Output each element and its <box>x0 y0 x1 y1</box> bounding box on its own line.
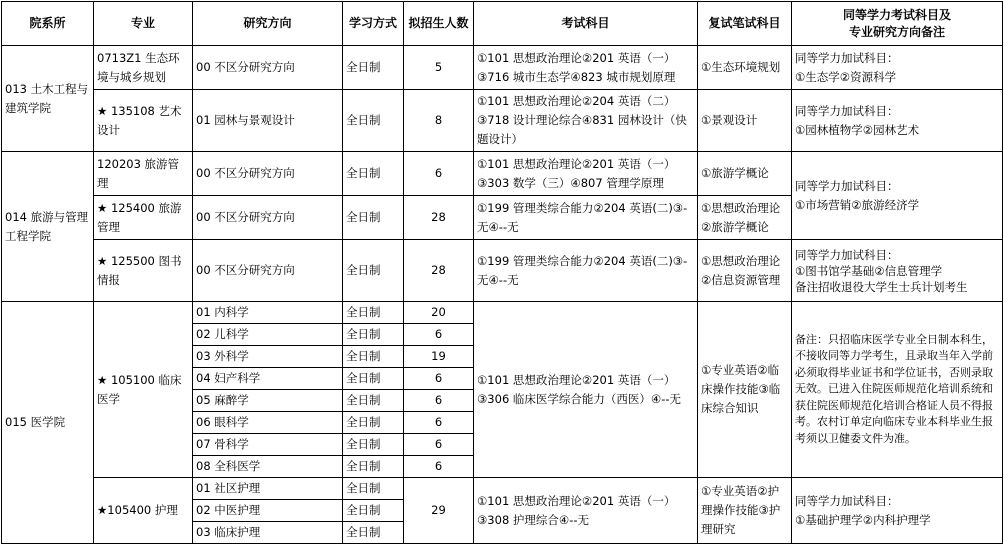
quota-cell: 6 <box>404 412 474 434</box>
retest-cell: ①专业英语②临床操作技能③临床综合知识 <box>698 302 792 478</box>
quota-cell: 6 <box>404 368 474 390</box>
direction-cell: 08 全科医学 <box>193 456 343 478</box>
remark-cell: 同等学力加试科目： ①市场营销②旅游经济学 <box>792 152 1003 240</box>
mode-cell: 全日制 <box>343 412 404 434</box>
header-quota: 拟招生人数 <box>404 2 474 46</box>
mode-cell: 全日制 <box>343 456 404 478</box>
retest-cell: ①思想政治理论②信息资源管理 <box>698 240 792 302</box>
college-cell: 014 旅游与管理工程学院 <box>2 152 94 302</box>
retest-cell: ①生态环境规划 <box>698 46 792 90</box>
header-retest: 复试笔试科目 <box>698 2 792 46</box>
direction-cell: 05 麻醉学 <box>193 390 343 412</box>
exam-cell: ①101 思想政治理论②201 英语（一）③308 护理综合④--无 <box>474 478 698 544</box>
quota-cell: 6 <box>404 434 474 456</box>
mode-cell: 全日制 <box>343 324 404 346</box>
mode-cell: 全日制 <box>343 500 404 522</box>
direction-cell: 06 眼科学 <box>193 412 343 434</box>
quota-cell: 5 <box>404 46 474 90</box>
retest-cell: ①思想政治理论②旅游学概论 <box>698 196 792 240</box>
mode-cell: 全日制 <box>343 346 404 368</box>
mode-cell: 全日制 <box>343 368 404 390</box>
major-cell: ★ 125500 图书情报 <box>94 240 193 302</box>
exam-cell: ①101 思想政治理论②204 英语（二）③718 设计理论综合④831 园林设计（快题设计） <box>474 90 698 152</box>
direction-cell: 04 妇产科学 <box>193 368 343 390</box>
exam-cell: ①199 管理类综合能力②204 英语(二)③-无④--无 <box>474 196 698 240</box>
header-mode: 学习方式 <box>343 2 404 46</box>
remark-cell: 同等学力加试科目： ①基础护理学②内科护理学 <box>792 478 1003 544</box>
exam-cell: ①101 思想政治理论②201 英语（一）③306 临床医学综合能力（西医）④--无 <box>474 302 698 478</box>
mode-cell: 全日制 <box>343 46 404 90</box>
direction-cell: 00 不区分研究方向 <box>193 240 343 302</box>
remark-cell: 同等学力加试科目： ①图书馆学基础②信息管理学 备注招收退役大学生士兵计划考生 <box>792 240 1003 302</box>
mode-cell: 全日制 <box>343 434 404 456</box>
mode-cell: 全日制 <box>343 390 404 412</box>
quota-cell: 28 <box>404 196 474 240</box>
major-cell: 0713Z1 生态环境与城乡规划 <box>94 46 193 90</box>
direction-cell: 03 临床护理 <box>193 522 343 544</box>
mode-cell: 全日制 <box>343 152 404 196</box>
remark-cell: 同等学力加试科目： ①园林植物学②园林艺术 <box>792 90 1003 152</box>
major-cell: ★ 105100 临床医学 <box>94 302 193 478</box>
mode-cell: 全日制 <box>343 240 404 302</box>
direction-cell: 03 外科学 <box>193 346 343 368</box>
table-row <box>2 302 1003 324</box>
college-cell: 013 土木工程与建筑学院 <box>2 46 94 152</box>
table-row <box>2 478 1003 500</box>
major-cell: 120203 旅游管理 <box>94 152 193 196</box>
mode-cell: 全日制 <box>343 302 404 324</box>
direction-cell: 07 骨科学 <box>193 434 343 456</box>
major-cell: ★ 135108 艺术设计 <box>94 90 193 152</box>
header-remark: 同等学力考试科目及 专业研究方向备注 <box>792 2 1003 46</box>
table-row <box>2 90 1003 152</box>
direction-cell: 01 社区护理 <box>193 478 343 500</box>
header-major: 专业 <box>94 2 193 46</box>
table-row <box>2 46 1003 90</box>
direction-cell: 00 不区分研究方向 <box>193 196 343 240</box>
quota-cell: 29 <box>404 478 474 544</box>
quota-cell: 28 <box>404 240 474 302</box>
quota-cell: 8 <box>404 90 474 152</box>
direction-cell: 00 不区分研究方向 <box>193 46 343 90</box>
remark-cell: 同等学力加试科目： ①生态学②资源科学 <box>792 46 1003 90</box>
mode-cell: 全日制 <box>343 478 404 500</box>
direction-cell: 01 内科学 <box>193 302 343 324</box>
remark-cell: 备注：只招临床医学专业全日制本科生，不接收同等力学考生，且录取当年入学前必须取得毕业证书和学位证书，否则录取无效。已进入住院医师规范化培训系统和获住院医师规范化培训合格证人员不得报考。农村订单定向临床专业本科毕业生报考须以卫健委文件为准。 <box>792 302 1003 478</box>
major-cell: ★105400 护理 <box>94 478 193 544</box>
header-exam: 考试科目 <box>474 2 698 46</box>
mode-cell: 全日制 <box>343 90 404 152</box>
quota-cell: 6 <box>404 390 474 412</box>
exam-cell: ①199 管理类综合能力②204 英语(二)③-无④--无 <box>474 240 698 302</box>
admissions-table <box>1 1 1003 544</box>
direction-cell: 02 中医护理 <box>193 500 343 522</box>
mode-cell: 全日制 <box>343 522 404 544</box>
quota-cell: 19 <box>404 346 474 368</box>
direction-cell: 02 儿科学 <box>193 324 343 346</box>
retest-cell: ①专业英语②护理操作技能③护理研究 <box>698 478 792 544</box>
direction-cell: 00 不区分研究方向 <box>193 152 343 196</box>
retest-cell: ①景观设计 <box>698 90 792 152</box>
table-row <box>2 152 1003 196</box>
exam-cell: ①101 思想政治理论②201 英语（一）③303 数学（三）④807 管理学原理 <box>474 152 698 196</box>
quota-cell: 6 <box>404 456 474 478</box>
quota-cell: 6 <box>404 152 474 196</box>
header-row <box>2 2 1003 46</box>
quota-cell: 6 <box>404 324 474 346</box>
header-direction: 研究方向 <box>193 2 343 46</box>
header-college: 院系所 <box>2 2 94 46</box>
table-row <box>2 240 1003 302</box>
direction-cell: 01 园林与景观设计 <box>193 90 343 152</box>
exam-cell: ①101 思想政治理论②201 英语（一）③716 城市生态学④823 城市规划原理 <box>474 46 698 90</box>
retest-cell: ①旅游学概论 <box>698 152 792 196</box>
college-cell: 015 医学院 <box>2 302 94 544</box>
quota-cell: 20 <box>404 302 474 324</box>
major-cell: ★ 125400 旅游管理 <box>94 196 193 240</box>
mode-cell: 全日制 <box>343 196 404 240</box>
